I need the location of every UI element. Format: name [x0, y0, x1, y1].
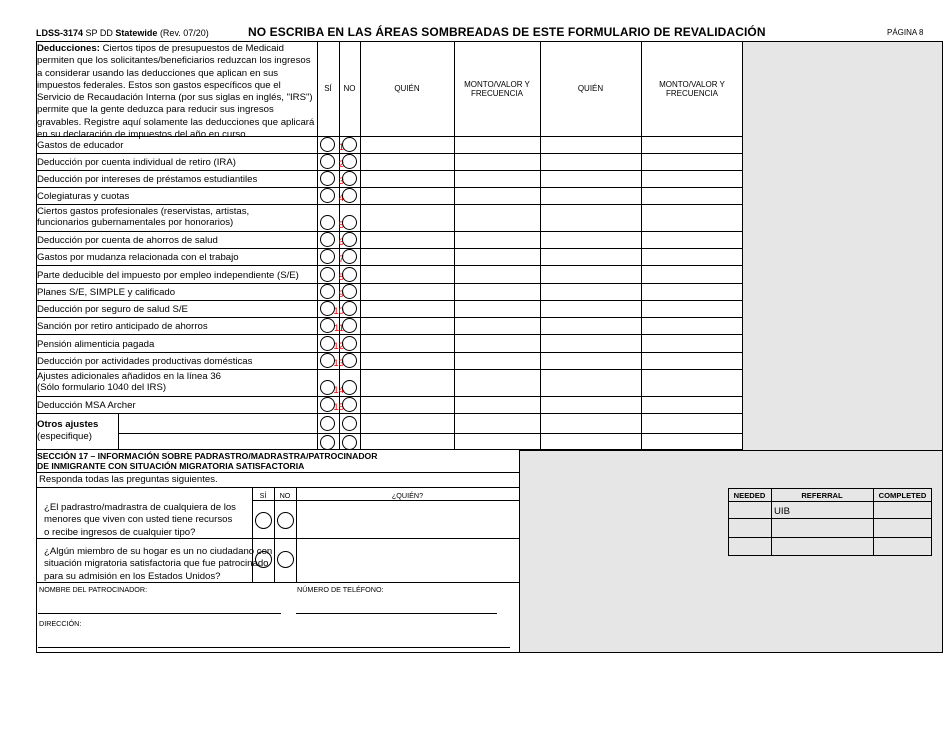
- deduction-label: Gastos por mudanza relacionada con el trabajo: [37, 252, 239, 263]
- col-who-1: QUIÉN: [394, 84, 420, 93]
- sponsor-name-field[interactable]: [38, 596, 281, 614]
- other-2-yes-radio[interactable]: [320, 435, 335, 450]
- deduction-8-yes-radio[interactable]: [320, 267, 335, 282]
- deduction-label: Deducción por intereses de préstamos estudiantiles: [37, 174, 258, 185]
- address-field[interactable]: [38, 630, 510, 648]
- shaded-right-column: [743, 41, 943, 450]
- deduction-1-no-radio[interactable]: [342, 137, 357, 152]
- other-2-no-radio[interactable]: [342, 435, 357, 450]
- s17-col-no: NO: [279, 491, 291, 500]
- deduction-row: [36, 397, 742, 414]
- deduction-line-number: 12: [333, 341, 344, 352]
- col-completed: COMPLETED: [878, 491, 927, 500]
- other-1-no-radio[interactable]: [342, 416, 357, 431]
- deduction-4-no-radio[interactable]: [342, 188, 357, 203]
- deduction-7-yes-radio[interactable]: [320, 249, 335, 264]
- col-no: NO: [343, 84, 356, 93]
- deduction-label: Colegiaturas y cuotas: [37, 191, 130, 202]
- deduction-14-yes-radio[interactable]: [320, 380, 335, 395]
- deduction-14-no-radio[interactable]: [342, 380, 357, 395]
- page-title: NO ESCRIBA EN LAS ÁREAS SOMBREADAS DE ESTE FORMULARIO DE REVALIDACIÓN: [248, 25, 766, 39]
- deduction-11-no-radio[interactable]: [342, 318, 357, 333]
- deduction-line-number: 2: [338, 159, 344, 170]
- deduction-line-number: 1: [338, 142, 344, 153]
- phone-label: NÚMERO DE TELÉFONO:: [297, 585, 384, 594]
- col-who-2: QUIÉN: [577, 84, 604, 93]
- col-needed: NEEDED: [733, 491, 766, 500]
- s17-col-who: ¿QUIÉN?: [391, 491, 424, 500]
- s17-col-yes: SÍ: [259, 491, 267, 500]
- deduction-11-yes-radio[interactable]: [320, 318, 335, 333]
- col-amount-2: MONTO/VALOR Y FRECUENCIA: [659, 79, 725, 98]
- deduction-label: Sanción por retiro anticipado de ahorros: [37, 321, 208, 332]
- deduction-row: [36, 188, 742, 205]
- deduction-line-number: 4: [338, 193, 344, 204]
- other-adjustments: Otros ajustes (especifique): [37, 419, 99, 442]
- deduction-row: [36, 154, 742, 171]
- deduction-1-yes-radio[interactable]: [320, 137, 335, 152]
- deduction-15-yes-radio[interactable]: [320, 397, 335, 412]
- deduction-line-number: 14: [333, 385, 344, 396]
- deduction-10-no-radio[interactable]: [342, 301, 357, 316]
- deduction-label: Pensión alimenticia pagada: [37, 338, 155, 350]
- deduction-8-no-radio[interactable]: [342, 267, 357, 282]
- section17-instruction: Responda todas las preguntas siguientes.: [39, 474, 218, 485]
- deduction-15-no-radio[interactable]: [342, 397, 357, 412]
- stepparent-yes-radio[interactable]: [255, 512, 272, 529]
- stepparent-no-radio[interactable]: [277, 512, 294, 529]
- deduction-line-number: 6: [338, 237, 344, 248]
- sponsor-name-label: NOMBRE DEL PATROCINADOR:: [39, 585, 148, 594]
- deduction-line-number: 3: [338, 176, 344, 187]
- deduction-5-yes-radio[interactable]: [320, 215, 335, 230]
- deduction-7-no-radio[interactable]: [342, 249, 357, 264]
- section17-title: SECCIÓN 17 – INFORMACIÓN SOBRE PADRASTRO/MADRASTRA/PATROCINADOR DE INMIGRANTE CON SITUACIÓN MIGRATORIA SATISFACTORIA: [37, 451, 378, 471]
- deduction-line-number: 11: [334, 323, 344, 334]
- sponsored-no-radio[interactable]: [277, 551, 294, 568]
- deduction-6-yes-radio[interactable]: [320, 232, 335, 247]
- deduction-12-yes-radio[interactable]: [320, 336, 335, 351]
- deduction-9-yes-radio[interactable]: [320, 284, 335, 299]
- deduction-10-yes-radio[interactable]: [320, 301, 335, 316]
- deduction-row: [36, 136, 742, 154]
- deduction-row: [36, 301, 742, 318]
- deduction-3-yes-radio[interactable]: [320, 171, 335, 186]
- deduction-row: [36, 353, 742, 370]
- deduction-label: Ajustes adicionales añadidos en la línea 36 (Sólo formulario 1040 del IRS): [37, 371, 222, 393]
- deduction-row: [36, 232, 742, 249]
- deduction-4-yes-radio[interactable]: [320, 188, 335, 203]
- other-1-yes-radio[interactable]: [320, 416, 335, 431]
- question-stepparent: ¿El padrastro/madrastra de cualquiera de los menores que viven con usted tiene recursos o recibe ingresos de cualquier tipo?: [44, 502, 236, 538]
- referral-uib: UIB: [774, 506, 790, 517]
- deduction-row: [36, 266, 742, 284]
- col-referral: REFERRAL: [801, 491, 843, 500]
- deductions-intro: Deducciones: Ciertos tipos de presupuestos de Medicaid permiten que los solicitantes/beneficiarios reduzcan los ingresos a considerar usando las deducciones que aplican en sus impuestos federales. Estos son gastos específicos que el Servicio de Recaudación Interna (por sus siglas en inglés, "IRS") permite que la gente deduzca para reducir sus ingresos gravables. Registre aquí solamente las deducciones que aplicará en su declaración de impuestos del año en curso.: [37, 43, 315, 141]
- sponsored-yes-radio[interactable]: [255, 551, 272, 568]
- deduction-row: [36, 205, 742, 232]
- page-number: PÁGINA 8: [887, 28, 924, 37]
- deduction-2-no-radio[interactable]: [342, 154, 357, 169]
- deduction-row: [36, 171, 742, 188]
- deduction-label: Deducción por cuenta individual de retiro (IRA): [37, 157, 236, 168]
- deduction-line-number: 9: [338, 289, 344, 300]
- deduction-3-no-radio[interactable]: [342, 171, 357, 186]
- deduction-line-number: 7: [338, 254, 344, 265]
- deduction-row: [36, 284, 742, 301]
- deduction-label: Deducción por seguro de salud S/E: [37, 304, 188, 315]
- deduction-label: Gastos de educador: [37, 139, 124, 151]
- deduction-row: [36, 370, 742, 397]
- deduction-label: Planes S/E, SIMPLE y calificado: [37, 287, 176, 298]
- deduction-row: [36, 249, 742, 266]
- deduction-6-no-radio[interactable]: [342, 232, 357, 247]
- deduction-line-number: 15: [333, 402, 344, 413]
- deduction-line-number: 13: [333, 358, 344, 369]
- col-yes: SÍ: [324, 84, 332, 93]
- address-label: DIRECCIÓN:: [39, 619, 82, 628]
- deduction-label: Deducción por cuenta de ahorros de salud: [37, 235, 218, 246]
- deduction-9-no-radio[interactable]: [342, 284, 357, 299]
- col-amount-1: MONTO/VALOR Y FRECUENCIA: [464, 79, 530, 98]
- deduction-5-no-radio[interactable]: [342, 215, 357, 230]
- deduction-13-no-radio[interactable]: [342, 353, 357, 368]
- deduction-12-no-radio[interactable]: [342, 336, 357, 351]
- deduction-2-yes-radio[interactable]: [320, 154, 335, 169]
- deduction-13-yes-radio[interactable]: [320, 353, 335, 368]
- deduction-line-number: 8: [338, 272, 344, 283]
- deduction-line-number: 10: [333, 306, 344, 317]
- deduction-label: Ciertos gastos profesionales (reservistas, artistas, funcionarios gubernamentales por honorarios): [37, 206, 250, 228]
- form-code: LDSS-3174 SP DD Statewide (Rev. 07/20): [36, 28, 209, 38]
- question-sponsored: ¿Algún miembro de su hogar es un no ciudadano con situación migratoria satisfactoria que fue patrocinado para su admisión en los Estados Unidos?: [44, 546, 273, 582]
- deduction-row: [36, 335, 742, 353]
- phone-field[interactable]: [296, 596, 497, 614]
- deduction-label: Deducción MSA Archer: [37, 400, 136, 411]
- deduction-row: [36, 318, 742, 335]
- deduction-line-number: 5: [338, 220, 344, 231]
- deduction-label: Deducción por actividades productivas domésticas: [37, 356, 253, 367]
- deduction-label: Parte deducible del impuesto por empleo independiente (S/E): [37, 269, 299, 281]
